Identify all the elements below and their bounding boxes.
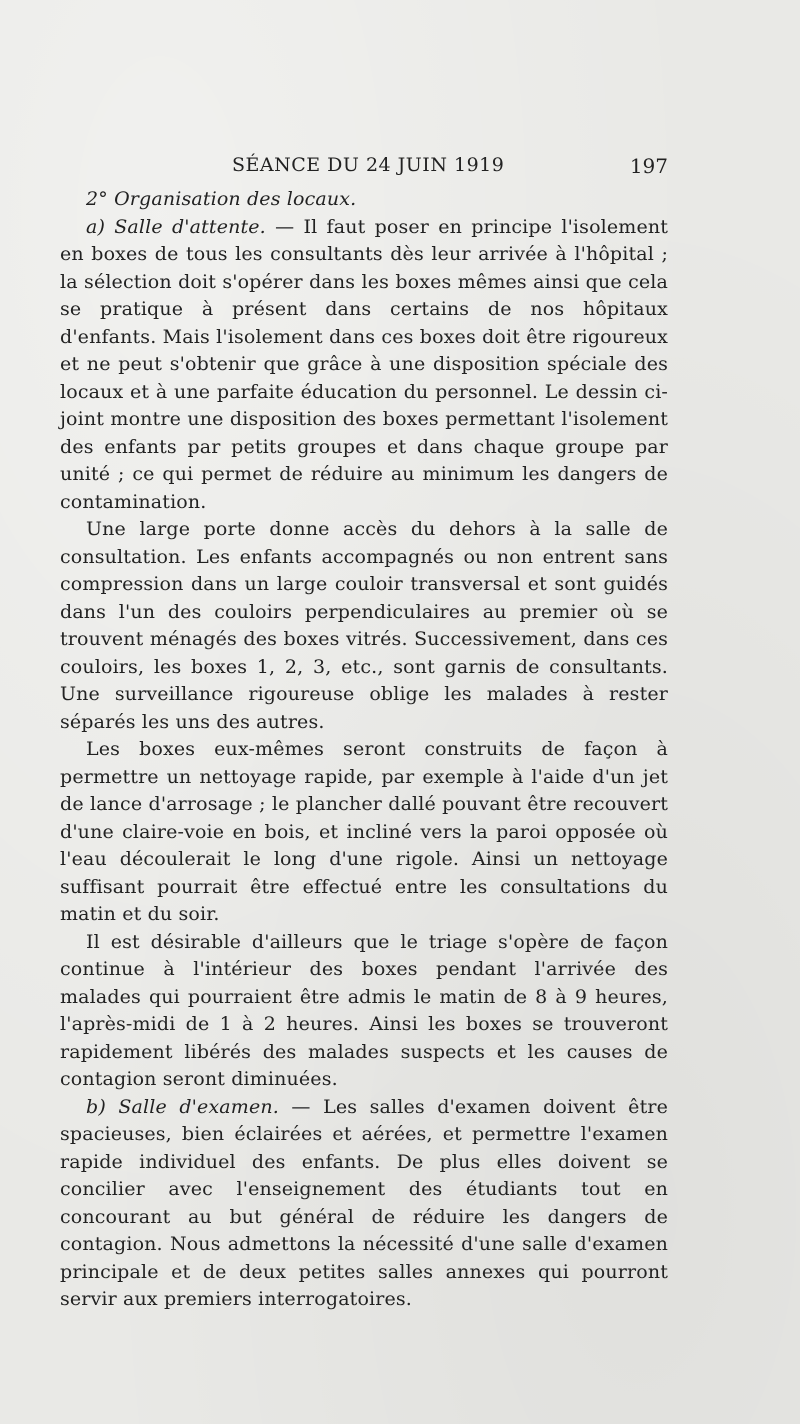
paragraph — [60, 516, 668, 736]
paragraph-salle-attente — [60, 214, 668, 517]
paragraph-lead: a) Salle d'attente. — [86, 215, 266, 238]
paragraph — [60, 929, 668, 1094]
section-heading-text: 2° Organisation des locaux. — [86, 188, 357, 210]
running-head — [60, 154, 668, 184]
paragraph-text: Une large porte donne accès du dehors à la salle de consultation. Les enfants accompagnés ou non entrent sans compression dans un large couloir transversal et sont guidés dans l'un des couloirs perpendiculaires au premier où se trouvent ménagés des boxes vitrés. Successivement, dans ces couloirs, les boxes 1, 2, 3, etc., sont garnis de consultants. Une surveillance rigoureuse oblige les malades à rester séparés les uns des autres. — [60, 518, 668, 733]
paragraph — [60, 736, 668, 929]
paragraph-salle-examen — [60, 1094, 668, 1314]
section-heading — [60, 186, 668, 214]
body-text — [60, 186, 668, 1314]
paragraph-lead: b) Salle d'examen. — [86, 1095, 279, 1118]
page-number: 197 — [629, 154, 668, 178]
paragraph-text: — Il faut poser en principe l'isolement en boxes de tous les consultants dès leur arrivée à l'hôpital ; la sélection doit s'opérer dans les boxes mêmes ainsi que cela se pratique à présent dans certains de nos hôpitaux d'enfants. Mais l'isolement dans ces boxes doit être rigoureux et ne peut s'obtenir que grâce à une disposition spéciale des locaux et à une parfaite éducation du personnel. Le dessin ci-joint montre une disposition des boxes permettant l'isolement des enfants par petits groupes et dans chaque groupe par unité ; ce qui permet de réduire au minimum les dangers de contamination. — [60, 215, 669, 513]
running-head-title: SÉANCE DU 24 JUIN 1919 — [232, 154, 505, 176]
paragraph-text: Il est désirable d'ailleurs que le triage s'opère de façon continue à l'intérieur des boxes pendant l'arrivée des malades qui pourraient être admis le matin de 8 à 9 heures, l'après-midi de 1 à 2 heures. Ainsi les boxes se trouveront rapidement libérés des malades suspects et les causes de contagion seront diminuées. — [60, 930, 668, 1090]
paragraph-text: — Les salles d'examen doivent être spacieuses, bien éclairées et aérées, et permettre l'examen rapide individuel des enfants. De plus elles doivent se concilier avec l'enseignement des étudiants tout en concourant au but général de réduire les dangers de contagion. Nous admettons la nécessité d'une salle d'examen principale et de deux petites salles annexes qui pourront servir aux premiers interrogatoires. — [60, 1095, 668, 1310]
paragraph-text: Les boxes eux-mêmes seront construits de façon à permettre un nettoyage rapide, par exemple à l'aide d'un jet de lance d'arrosage ; le plancher dallé pouvant être recouvert d'une claire-voie en bois, et incliné vers la paroi opposée où l'eau découlerait le long d'une rigole. Ainsi un nettoyage suffisant pourrait être effectué entre les consultations du matin et du soir. — [60, 738, 668, 925]
